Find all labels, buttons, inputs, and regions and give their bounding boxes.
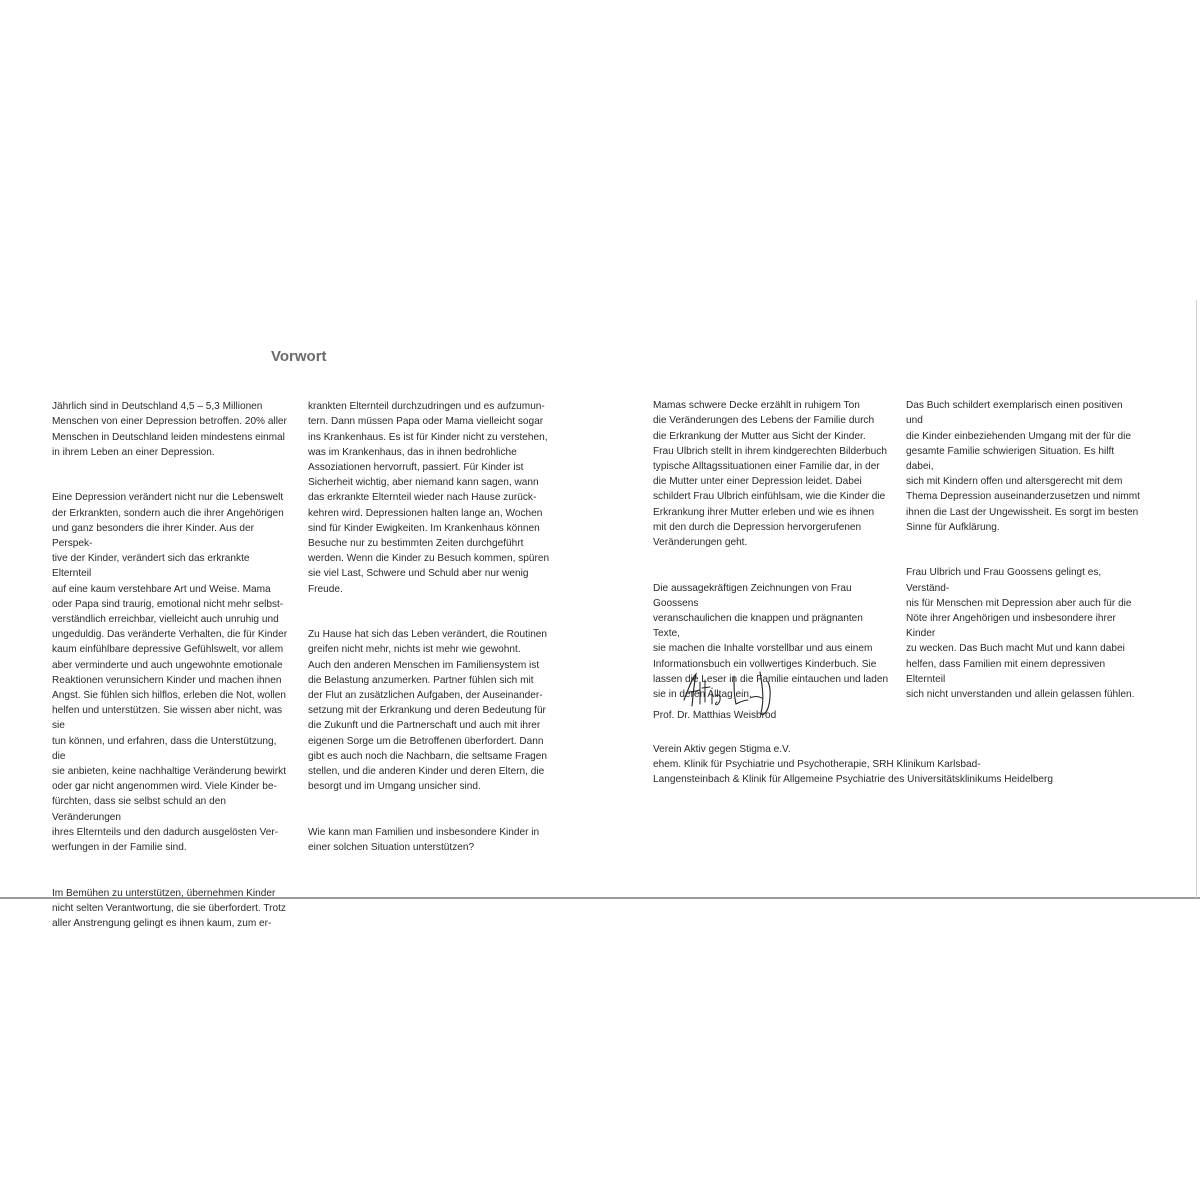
paragraph: Mamas schwere Decke erzählt in ruhigem Ton die Veränderungen des Lebens der Familie durch die Erkrankung der Mutter aus Sicht der Kinder. Frau Ulbrich stellt in ihrem kindgerechten Bilderbuch typische Alltagssituationen einer Familie dar, in der die Mutter unter einer Depression leidet. Dabei schildert Frau Ulbrich einfühlsam, wie die Kinder die Erkrankung ihrer Mutter erleben und wie es ihnen mit den durch die Depression hervorgerufenen Veränderungen geht.	[653, 400, 887, 549]
paragraph: Frau Ulbrich und Frau Goossens gelingt es, Verständ- nis für Menschen mit Depression aber auch für die Nöte ihrer Angehörigen und insbesondere ihrer Kinder zu wecken. Das Buch macht Mut und kann dabei helfen, dass Familien mit einem depressiven Elternteil sich nicht unverstanden und allein gelassen fühlen.	[906, 567, 1135, 701]
paragraph: Im Bemühen zu unterstützen, übernehmen Kinder nicht selten Verantwortung, die sie überfordert. Trotz aller Anstrengung gelingt es ihnen kaum, zum er-	[52, 887, 286, 930]
paragraph: krankten Elternteil durchzudringen und es aufzumun- tern. Dann müssen Papa oder Mama vielleicht sogar ins Krankenhaus. Es ist für Kinder nicht zu verstehen, was im Krankenhaus, das in ihnen bedrohliche Assoziationen hervorruft, passiert. Für Kinder ist Sicherheit wichtig, aber niemand kann sagen, wann das erkrankte Elternteil wieder nach Hause zurück- kehren wird. Depressionen halten lange an, Wochen sind für Kinder Ewigkeiten. Im Krankenhaus können Besuche nur zu bestimmten Zeiten durchgeführt werden. Wenn die Kinder zu Besuch kommen, spüren sie viel Last, Schwere und Schuld aber nur wenig Freude.	[308, 401, 550, 595]
paragraph: Wie kann man Familien und insbesondere Kinder in einer solchen Situation unterstützen?	[308, 826, 540, 854]
paragraph: Das Buch schildert exemplarisch einen positiven und die Kinder einbeziehenden Umgang mit der für die gesamte Familie schwierigen Situation. Es hilft dabei, sich mit Kindern offen und altersgerecht mit dem Thema Depression auseinanderzusetzen und nimmt ihnen die Last der Ungewissheit. Es sorgt im besten Sinne für Aufklärung.	[906, 400, 1140, 533]
page-title: Vorwort	[271, 348, 327, 365]
paragraph: Jährlich sind in Deutschland 4,5 – 5,3 Millionen Menschen von einer Depression betroffen. 20% aller Menschen in Deutschland leiden mindestens einmal in ihrem Leben an einer Depression.	[52, 401, 287, 458]
paragraph: Eine Depression verändert nicht nur die Lebenswelt der Erkrankten, sondern auch die ihrer Angehörigen und ganz besonders die ihrer Kinder. Aus der Perspek- tive der Kinder, verändert sich das erkrankte Elternteil auf eine kaum verstehbare Art und Weise. Mama oder Papa sind traurig, emotional nicht mehr selbst- verständlich erreichbar, vielleicht auch unruhig und ungeduldig. Das veränderte Verhalten, die für Kinder kaum einfühlbare depressive Gefühlswelt, vor allem aber verminderte und auch ungewohnte emotionale Reaktionen verunsichern Kinder und machen ihnen Angst. Sie fühlen sich hilflos, erleben die Not, wollen helfen und unterstützen. Sie wissen aber nicht, was sie tun können, und erfahren, dass die Unterstützung, die sie anbieten, keine nachhaltige Veränderung bewirkt oder gar nicht angenommen wird. Viele Kinder be- fürchten, dass sie selbst schuld an den Veränderungen ihres Elternteils und den dadurch ausgelösten Ver- werfungen in der Familie sind.	[52, 492, 288, 854]
signature-name: Prof. Dr. Matthias Weisbrod	[653, 710, 777, 721]
text-column-2	[308, 384, 553, 886]
text-column-4	[906, 383, 1142, 733]
paragraph: Zu Hause hat sich das Leben verändert, die Routinen greifen nicht mehr, nichts ist mehr wie gewohnt. Auch den anderen Menschen im Familiensystem ist die Belastung anzumerken. Partner fühlen sich mit der Flut an zusätzlichen Aufgaben, der Auseinander- setzung mit der Erkrankung und deren Bedeutung für die Zukunft und die Partnerschaft und auch mit ihrer eigenen Sorge um die Betroffenen überfordert. Dann gibt es auch noch die Nachbarn, die seltsame Fragen stellen, und die anderen Kinder und deren Eltern, die besorgt und im Umgang unsicher sind.	[308, 629, 548, 793]
paragraph: Die aussagekräftigen Zeichnungen von Frau Goossens veranschaulichen die knappen und prägnanten Texte, sie machen die Inhalte vorstellbar und aus einem Informationsbuch ein vollwertiges Kinderbuch. Sie lassen die Leser in die Familie eintauchen und laden sie in deren Alltag ein.	[653, 582, 889, 701]
page-right-edge	[1196, 300, 1197, 898]
text-column-1	[52, 384, 288, 962]
affiliation: Verein Aktiv gegen Stigma e.V. ehem. Klinik für Psychiatrie und Psychotherapie, SRH Klinikum Karlsbad- Langensteinbach & Klinik für Allgemeine Psychiatrie des Universitätsklinikums Heidelberg	[653, 744, 1054, 786]
